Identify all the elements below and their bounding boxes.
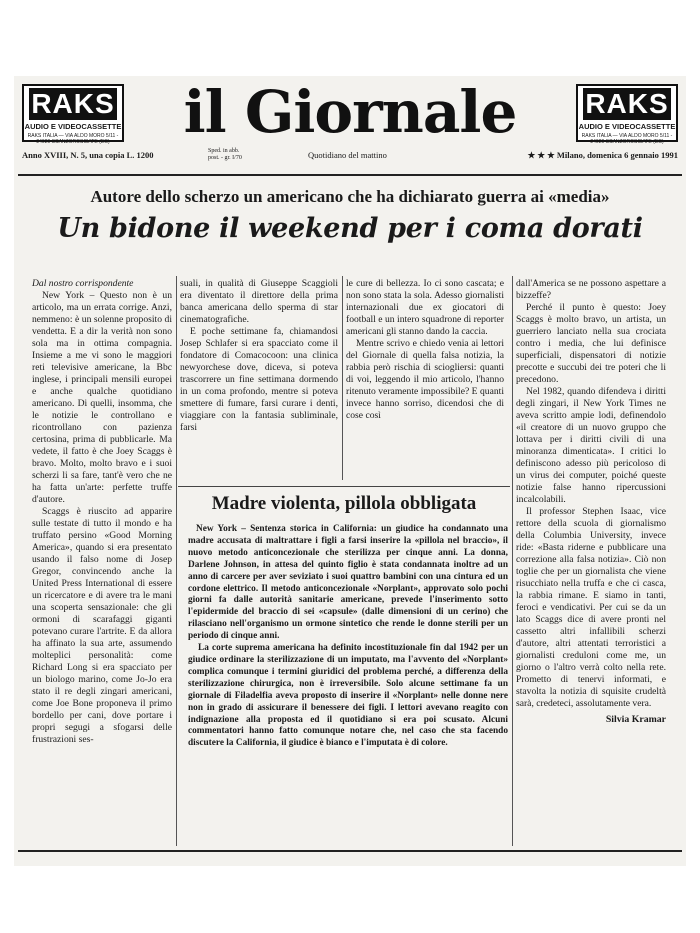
bottom-rule (18, 850, 682, 852)
article-paragraph: suali, in qualità di Giuseppe Scaggioli era diventato il direttore della prima banca americana dello sperma di star cinematografiche. (180, 278, 338, 325)
article-paragraph: Mentre scrivo e chiedo venia ai lettori del Giornale di quella falsa notizia, la rabbia però rischia di sciogliersi: quanti di voi, leggendo il mio articolo, l'hanno ritenuto veramente impossibile? E quanti invece hanno sorriso, dicendosi che di cose così (346, 338, 504, 421)
dateline: Dal nostro corrispondente (32, 278, 134, 289)
paper-subtitle: Quotidiano del mattino (308, 150, 387, 160)
raks-address: RAKS ITALIA — VIA ALDO MORO 5/11 - 24020 SCANZOROSCIATE (BG) (27, 133, 119, 145)
article-paragraph: E poche settimane fa, chiamandosi Josep Schlafer si era spacciato come il fondatore di Comacocoon: una clinica newyorchese dove, diceva, si poteva trascorrere un fine settimana dormendo in un coma profondo, mentre si poteva smettere di fumare, farsi curare i denti, viaggiare con la fantasia subliminale, farsi (180, 326, 338, 433)
article-column-4 (516, 278, 666, 726)
article-kicker: Autore dello scherzo un americano che ha dichiarato guerra ai «media» (90, 187, 610, 206)
article-paragraph: dall'America se ne possono aspettare a bizzeffe? (516, 278, 666, 301)
box-headline: Madre violenta, pillola obbligata (178, 486, 510, 521)
info-bar (22, 148, 678, 162)
box-paragraph: New York – Sentenza storica in California: un giudice ha condannato una madre accusata di maltrattare i figli a farsi inserire la «pillola nel braccio», il nuovo metodo anticoncezionale che sterilizza per cinque anni. La donna, Darlene Johnson, in attesa del quinto figlio è stata condannata inoltre ad un anno di carcere per aver seviziato i suoi quattro bambini con una cintura ed un cordone elettrico. Il metodo anticoncezionale «Norplant», approvato solo pochi giorni fa dalle autorità sanitarie americane, prevede l'inserimento sotto l'epidermide del braccio di sei «capsule» (dalle dimensioni di un cerino) che rilasciano nell'organismo un ormone sintetico che rende le donne sterili per un periodo di cinque anni. (188, 524, 508, 642)
article-column-3 (346, 278, 504, 422)
raks-logo: RAKS (29, 88, 117, 120)
article-paragraph: le cure di bellezza. Io ci sono cascata; e non sono stata la sola. Adesso giornalisti internazionali due ex giocatori di football e un intero squadrone di reporter americani gli stanno dando la caccia. (346, 278, 504, 337)
column-divider (176, 276, 177, 846)
article-paragraph: Il professor Stephen Isaac, vice rettore della scuola di giornalismo della Columbia University, invece ride: «Basta riderne e pubblicare una correzione alla falsa notizia». Ciò non toglie che per un giornalista che viene risucchiato nella truffa e che ci casca, la rabbia rimane. E siamo in tanti, feroci e vendicativi. Per cui se da un lato Scaggs dice di avere pronti nel cassetto altri infallibili scherzi d'autore, altri attentati terroristici a giornalisti creduloni come me, un giorno o l'altro verrà colto nella rete. Prometto di tenervi informati, e stavolta la notizia di squisite crudeltà sarà, credeteci, assolutamente vera. (516, 506, 666, 709)
article-paragraph: Scaggs è riuscito ad apparire sulle testate di tutto il mondo e ha truffato persino «Good Morning America», quando si era presentato usando il falso nome di Josep Gregor, convincendo anche la United Press International di essere un ricercatore e di avere tra le mani una scoperta sensazionale: che gli ormoni di scarafaggi giganti potevano curare l'artrite. E da allora ha affinato la sua arte, assumendo molteplici personalità: come Richard Long si era spacciato per un biologo marino, come Jo-Jo era stato il re degli zingari americani, come Joe Bone proponeva il primo bordello per cani, dove portare i propri segugi a sfogarsi delle frustrazioni ses- (32, 506, 172, 745)
masthead (14, 76, 686, 171)
raks-logo: RAKS (583, 88, 671, 120)
masthead-rule (18, 174, 682, 176)
issue-date: ★ ★ ★ Milano, domenica 6 gennaio 1991 (527, 150, 678, 160)
postal-info: Sped. in abb. post. - gr. I/70 (208, 148, 242, 161)
column-divider (342, 276, 343, 480)
newspaper-title: il Giornale (183, 78, 517, 146)
box-article (188, 524, 508, 750)
article-paragraph: Nel 1982, quando difendeva i diritti degli zingari, il New York Times ne aveva scritto ampie lodi, definendolo «il creatore di un nuovo gruppo che lottava per i diritti civili di una minoranza dimenticata». I critici lo definiscono adesso più pericoloso di un virus dei computer, poiché queste notizie false hanno ripercussioni incalcolabili. (516, 386, 666, 505)
raks-address: RAKS ITALIA — VIA ALDO MORO 5/11 - 24020 SCANZOROSCIATE (BG) (581, 133, 673, 145)
column-divider (512, 276, 513, 846)
raks-ad-right (576, 84, 678, 145)
author-signature: Silvia Kramar (605, 714, 666, 725)
issue-info: Anno XVIII, N. 5, una copia L. 1200 (22, 150, 154, 160)
article-paragraph: New York – Questo non è un articolo, ma un errata corrige. Anzi, nemmeno: è un solenne proposito di vendetta. E a dir la verità non sono sola ma in ottima compagnia. Insieme a me vi sono le maggiori reti televisive americane, la Bbc inglese, i principali mensili europei e anche qualche quotidiano americano. Di quelli, insomma, che le notizie le controllano e ricontrollano con pazienza certosina, prima di pubblicarle. Ma vedete, il fatto è che Joey Scaggs è bravo. Molto, molto bravo e i suoi scherzi li sa fare, tant'è vero che ne ha fatta un'arte: perfette truffe d'autore. (32, 290, 172, 505)
box-paragraph: La corte suprema americana ha definito incostituzionale fin dal 1942 per un giudice ordinare la sterilizzazione di un imputato, ma l'avvento del «Norplant» complica comunque i termini giuridici del problema perché, a differenza della sterilizzazione chirurgica, non è irreversibile. Solo alcune settimane fa un giornale di Filadelfia aveva proposto di inserire il «Norplant» nelle donne nere non in grado di assicurare il benessere dei figli. I lettori avevano reagito con indignazione alla proposta ed il quotidiano si era poi scusato. Alcuni commentatori hanno fatto comunque notare che, nel caso che sta facendo discutere la California, il giudice è bianco e l'imputata è di colore. (188, 643, 508, 749)
article-column-2 (180, 278, 338, 434)
raks-tagline: AUDIO E VIDEOCASSETTE (24, 122, 122, 131)
article-column-1 (32, 278, 172, 746)
raks-tagline: AUDIO E VIDEOCASSETTE (578, 122, 676, 131)
article-paragraph: Perché il punto è questo: Joey Scaggs è molto bravo, un artista, un guerriero lanciato nella sua crociata contro i media, che lui definisce superficiali, dispensatori di notizie precotte e succubi dei tre poteri che li precedono. (516, 302, 666, 385)
article-headline: Un bidone il weekend per i coma dorati (57, 213, 643, 244)
raks-ad-left (22, 84, 124, 145)
